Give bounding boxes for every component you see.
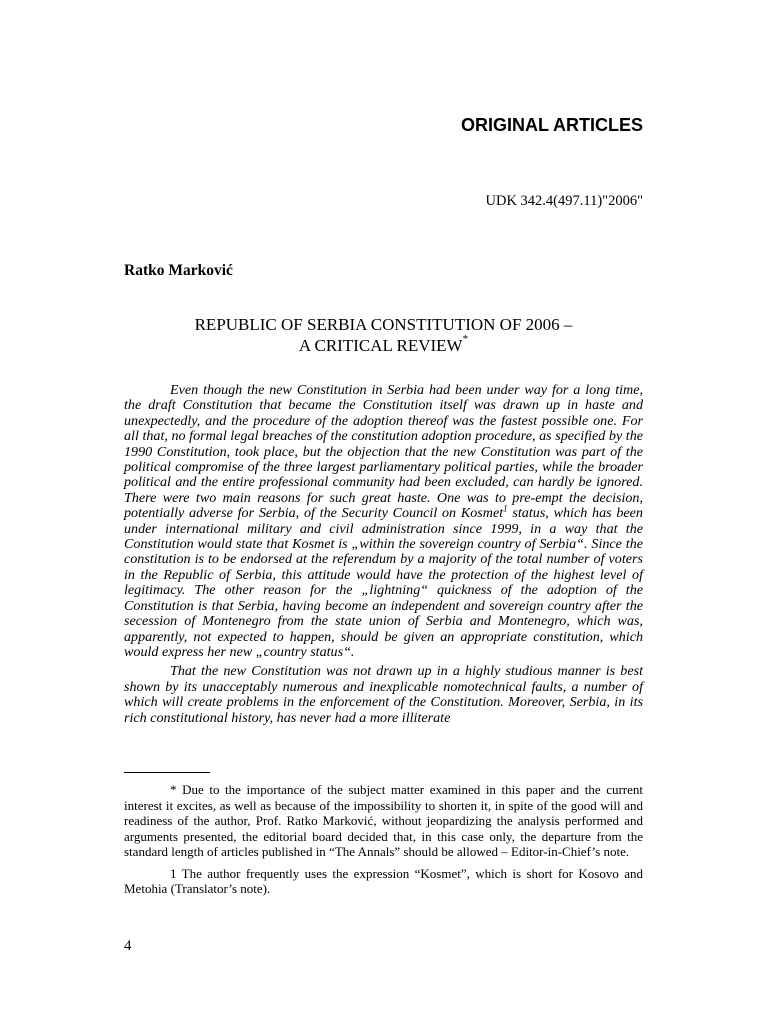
title-footnote-marker: * [462,333,469,346]
author-name: Ratko Marković [124,262,233,279]
title-line-1: REPUBLIC OF SERBIA CONSTITUTION OF 2006 – [194,315,573,334]
abstract-paragraph-1-part-2: status, which has been under international military and civil administration since 1999, in a way that the Constitution would state that Kosmet is „within the sovereign country of Serbia“. Since the constitution is to be endorsed at the referendum by a majority of the total number of voters in the Republic of Serbia, this attitude would have the protection of the highest level of legitimacy. The other reason for the „lightning“ quickness of the adoption of the Constitution is that Serbia, having become an independent and sovereign country after the secession of Montenegro from the state union of Serbia and Montenegro, which was, apparently, not expected to happen, should be given an appropriate constitution, which would express her new „country status“. [124,505,643,660]
title-line-2 [124,335,643,356]
abstract [124,383,643,730]
footnote-1: 1 The author frequently uses the expression “Kosmet”, which is short for Kosovo and Metohia (Translator’s note). [124,865,643,896]
footnote-star: * Due to the importance of the subject matter examined in this paper and the current interest it excites, as well as because of the impossibility to shorten it, in spite of the good will and readiness of the author, Prof. Ratko Marković, without jeopardizing the analysis performed and arguments presented, the editorial board decided that, in this case only, the departure from the standard length of articles published in “The Annals” should be allowed – Editor-in-Chief’s note. [124,782,643,859]
title-line-2-text: A CRITICAL REVIEW [298,336,463,355]
footnote-divider [124,772,210,773]
article-title [124,314,643,356]
footnote-reference-1: 1 [503,503,508,514]
abstract-paragraph-2: That the new Constitution was not drawn up in a highly studious manner is best shown by its unacceptably numerous and inexplicable nomotechnical faults, a number of which will create problems in the enforcement of the Constitution. Moreover, Serbia, in its rich constitutional history, has never had a more illiterate [124,663,643,726]
udk-classification: UDK 342.4(497.11)"2006" [485,193,643,209]
page-number: 4 [124,938,132,954]
footnotes [124,782,643,903]
section-heading: ORIGINAL ARTICLES [460,115,643,135]
abstract-paragraph-1 [124,383,643,660]
abstract-paragraph-1-part-1: Even though the new Constitution in Serbia had been under way for a long time, the draft Constitution that became the Constitution itself was drawn up in haste and unexpectedly, and the procedure of the adoption thereof was the fastest possible one. For all that, no formal legal breaches of the constitution adoption procedure, as specified by the 1990 Constitution, took place, but the objection that the new Constitution was part of the political compromise of the three largest parliamentary political parties, while the broader political and the entire professional community had been excluded, can hardly be ignored. There were two main reasons for such great haste. One was to pre-empt the decision, potentially adverse for Serbia, of the Security Council on Kosmet [124,382,643,522]
